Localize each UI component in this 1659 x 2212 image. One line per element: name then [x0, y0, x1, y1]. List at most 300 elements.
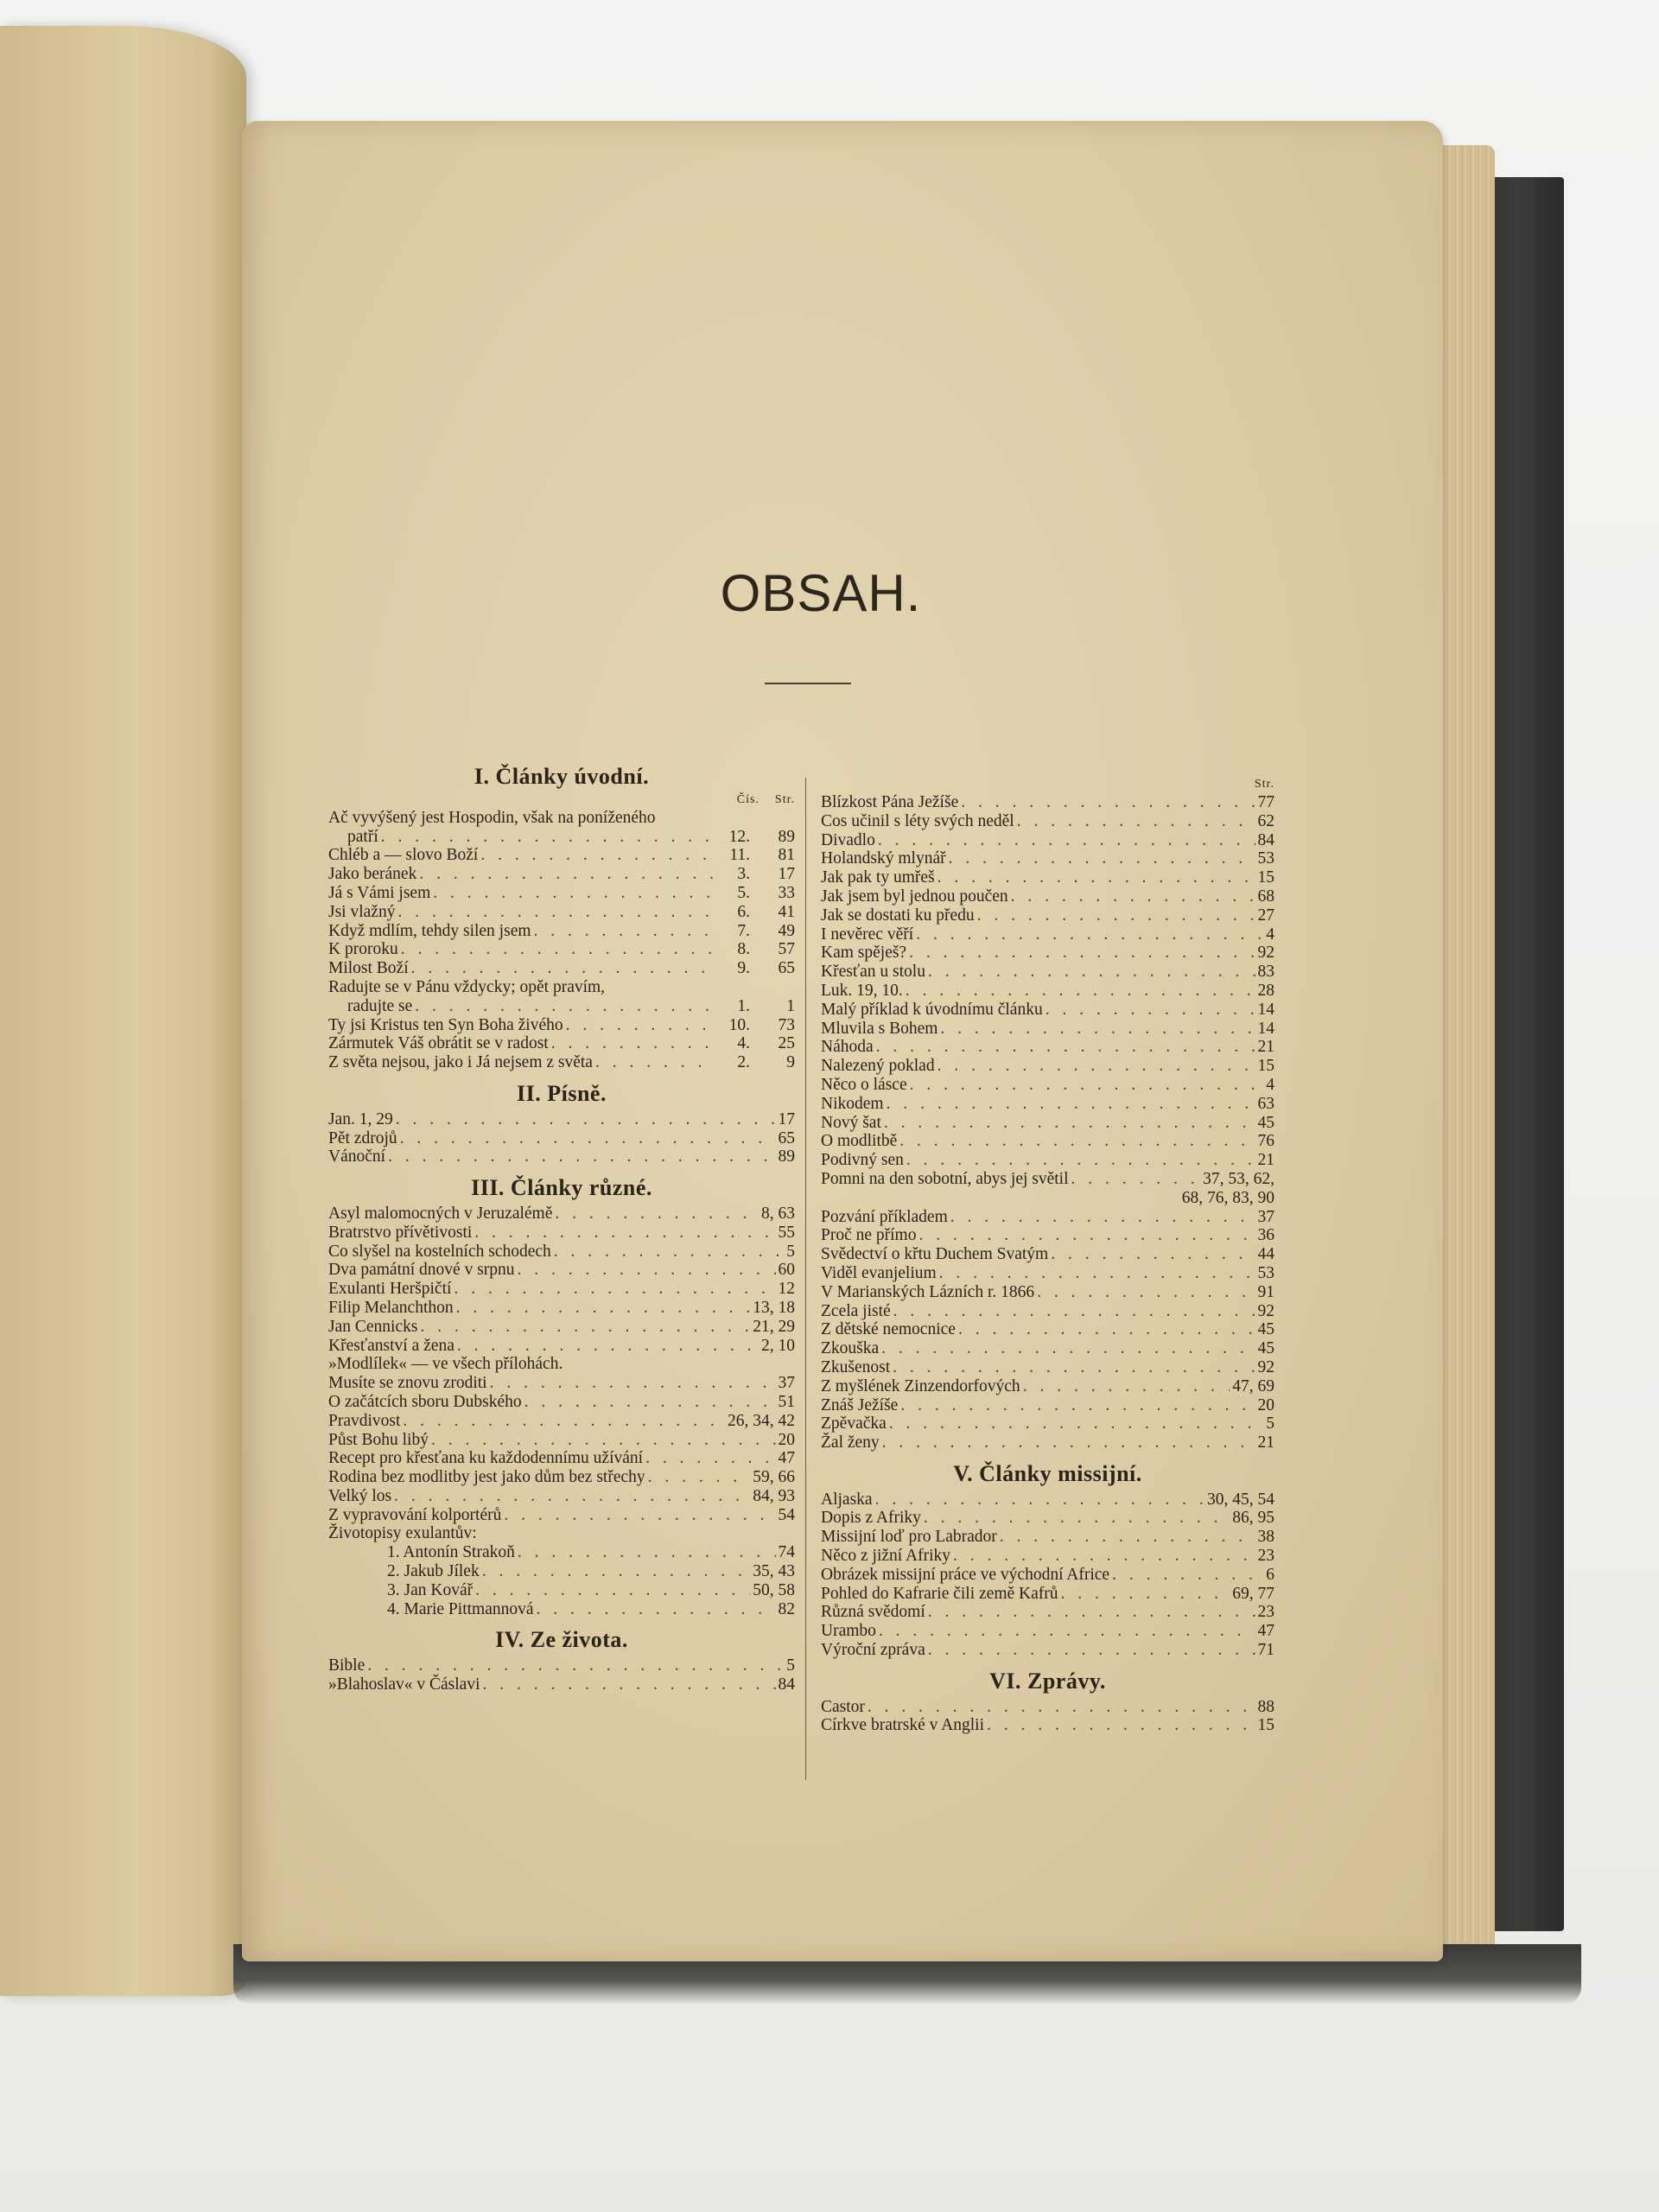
toc-entry-title: Jan. 1, 29 — [328, 1109, 393, 1128]
toc-leader-dots — [401, 940, 713, 959]
toc-entry-title: Holandský mlynář — [821, 849, 946, 868]
toc-entry-title: Pozvání příkladem — [821, 1207, 948, 1226]
toc-leader-dots — [1023, 1377, 1230, 1396]
toc-entry — [821, 1414, 1274, 1433]
toc-entry-page: 25 — [778, 1034, 795, 1053]
toc-entry-page: 5 — [786, 1242, 795, 1261]
toc-entry — [328, 1487, 795, 1506]
toc-entry-title: Ty jsi Kristus ten Syn Boha živého — [328, 1015, 563, 1034]
toc-leader-dots — [457, 1337, 759, 1356]
toc-entry-page: 73 — [778, 1015, 795, 1034]
toc-entry — [821, 1226, 1274, 1245]
column-headers — [328, 793, 795, 807]
toc-entry-page: 59, 66 — [753, 1468, 795, 1487]
toc-entry-page: 69, 77 — [1232, 1584, 1274, 1603]
toc-leader-dots — [906, 982, 1255, 1001]
toc-entry-page: 71 — [1257, 1641, 1274, 1660]
toc-entry — [821, 1170, 1274, 1189]
toc-entry-page: 20 — [778, 1430, 795, 1449]
toc-entry-page: 45 — [1257, 1113, 1274, 1132]
toc-entry — [328, 1129, 795, 1148]
column-headers — [821, 778, 1274, 791]
toc-entry-page: 21 — [1257, 1038, 1274, 1057]
toc-entry — [821, 1283, 1274, 1302]
toc-entry — [821, 1001, 1274, 1020]
toc-entry-page: 36 — [1257, 1226, 1274, 1245]
toc-entry — [328, 1299, 795, 1318]
toc-entry-page: 68 — [1257, 887, 1274, 906]
toc-entry-title: Půst Bohu libý — [328, 1430, 429, 1449]
toc-entry-title: Aljaska — [821, 1490, 873, 1509]
toc-leader-dots — [1017, 812, 1255, 831]
toc-entry-page: 89 — [778, 827, 795, 846]
toc-leader-dots — [411, 959, 713, 978]
toc-leader-dots — [938, 868, 1255, 887]
toc-entry-title: Životopisy exulantův: — [328, 1524, 477, 1543]
toc-entry-page: 47 — [778, 1449, 795, 1468]
toc-entry — [821, 1264, 1274, 1283]
toc-entry — [821, 1698, 1274, 1717]
toc-left-column — [328, 764, 795, 1694]
toc-entry-page: 65 — [778, 959, 795, 978]
toc-entry — [328, 846, 795, 865]
toc-entry-page: 35, 43 — [753, 1562, 795, 1581]
title-rule — [765, 683, 851, 684]
toc-entry-number: 10. — [728, 1015, 750, 1034]
toc-entry-page: 37 — [1257, 1207, 1274, 1226]
toc-leader-dots — [900, 1396, 1255, 1415]
toc-entry-number: 12. — [728, 827, 750, 846]
toc-entry — [328, 940, 795, 959]
toc-entry-page: 5 — [1266, 1414, 1274, 1433]
toc-leader-dots — [554, 1243, 784, 1262]
toc-leader-dots — [916, 925, 1263, 944]
toc-leader-dots — [909, 944, 1255, 963]
toc-entry-page: 37 — [778, 1374, 795, 1393]
toc-entry — [328, 1053, 795, 1072]
toc-entry-title: Exulanti Heršpičtí — [328, 1280, 452, 1299]
toc-entry-title: Pět zdrojů — [328, 1128, 397, 1147]
toc-leader-dots — [397, 903, 713, 922]
toc-entry-title: patří — [347, 827, 378, 846]
toc-entry — [821, 1603, 1274, 1622]
toc-entry-page: 41 — [778, 902, 795, 921]
toc-leader-dots — [928, 1603, 1255, 1622]
toc-entry-page: 20 — [1257, 1395, 1274, 1414]
toc-list — [821, 793, 1274, 1452]
toc-leader-dots — [1071, 1170, 1201, 1189]
toc-entry-title: Z dětské nemocnice — [821, 1320, 956, 1339]
toc-leader-dots — [910, 1076, 1264, 1095]
toc-entry — [821, 1622, 1274, 1641]
toc-entry — [821, 1528, 1274, 1547]
toc-leader-dots — [595, 1053, 713, 1072]
toc-entry-title: Viděl evanjelium — [821, 1263, 937, 1282]
toc-entry-page: 81 — [778, 846, 795, 865]
toc-leader-dots — [504, 1506, 775, 1525]
toc-entry — [328, 1562, 795, 1581]
toc-entry — [821, 1641, 1274, 1660]
toc-entry-title: Jak pak ty umřeš — [821, 868, 935, 887]
toc-entry — [328, 1261, 795, 1280]
toc-entry — [821, 1151, 1274, 1170]
toc-entry-page: 91 — [1257, 1282, 1274, 1301]
toc-leader-dots — [433, 884, 713, 903]
toc-entry-page: 82 — [778, 1599, 795, 1618]
toc-entry-page: 65 — [778, 1128, 795, 1147]
toc-entry — [328, 1110, 795, 1129]
toc-entry-page: 12 — [778, 1280, 795, 1299]
toc-entry-page: 30, 45, 54 — [1207, 1490, 1274, 1509]
toc-entry — [328, 922, 795, 941]
toc-entry-page: 13, 18 — [753, 1298, 795, 1317]
toc-entry-title: »Blahoslav« v Čáslavi — [328, 1675, 480, 1694]
toc-entry — [821, 1358, 1274, 1377]
toc-leader-dots — [475, 1581, 750, 1600]
toc-entry-title: Velký los — [328, 1486, 392, 1505]
toc-entry-page: 4 — [1266, 925, 1274, 944]
toc-entry-page: 21, 29 — [753, 1317, 795, 1336]
page-title: OBSAH. — [720, 564, 922, 622]
toc-entry-page: 77 — [1257, 793, 1274, 811]
toc-entry-title: Zkušenost — [821, 1357, 891, 1376]
toc-entry-page: 54 — [778, 1505, 795, 1524]
toc-entry-page: 89 — [778, 1147, 795, 1166]
toc-entry-title: »Modlílek« — ve všech přílohách. — [328, 1355, 563, 1374]
toc-entry — [328, 1374, 795, 1393]
toc-entry — [821, 868, 1274, 887]
toc-leader-dots — [524, 1393, 776, 1412]
toc-leader-dots — [1037, 1283, 1255, 1302]
toc-entry-title: Kam spěješ? — [821, 944, 907, 963]
toc-entry — [328, 884, 795, 903]
section-heading: I. Články úvodní. — [474, 764, 650, 789]
toc-list — [821, 1491, 1274, 1660]
toc-entry-title: Pohled do Kafrarie čili země Kafrů — [821, 1584, 1058, 1603]
toc-entry — [328, 1205, 795, 1224]
toc-entry — [821, 982, 1274, 1001]
toc-entry-title: Luk. 19, 10. — [821, 981, 903, 1000]
toc-leader-dots — [403, 1412, 725, 1431]
toc-entry — [821, 1208, 1274, 1227]
toc-leader-dots — [456, 1299, 751, 1318]
toc-entry-title: Nový šat — [821, 1113, 881, 1132]
toc-entry-page: 15 — [1257, 1716, 1274, 1735]
toc-leader-dots — [381, 828, 713, 847]
toc-leader-dots — [961, 793, 1255, 812]
toc-entry-title: V Marianských Lázních r. 1866 — [821, 1282, 1035, 1301]
toc-entry — [328, 1355, 795, 1374]
toc-entry — [821, 1320, 1274, 1339]
toc-leader-dots — [899, 1132, 1255, 1151]
toc-leader-dots — [1051, 1245, 1255, 1264]
toc-list — [328, 1656, 795, 1694]
toc-entry-title: Vánoční — [328, 1147, 386, 1166]
toc-leader-dots — [881, 1339, 1255, 1358]
toc-leader-dots — [482, 1562, 751, 1581]
toc-entry-page: 23 — [1257, 1547, 1274, 1566]
toc-entry-page: 92 — [1257, 1301, 1274, 1320]
toc-entry-title: Mluvila s Bohem — [821, 1019, 938, 1038]
toc-entry — [328, 1524, 795, 1543]
toc-leader-dots — [893, 1358, 1255, 1377]
toc-entry-title: Malý příklad k úvodnímu článku — [821, 1000, 1043, 1019]
toc-leader-dots — [918, 1226, 1255, 1245]
toc-entry — [328, 1318, 795, 1337]
toc-entry-title: Jako beránek — [328, 865, 417, 884]
toc-entry-title: Když mdlím, tehdy silen jsem — [328, 921, 531, 940]
toc-entry — [821, 1339, 1274, 1358]
toc-entry — [821, 1038, 1274, 1057]
toc-entry — [328, 1675, 795, 1694]
toc-entry-page: 76 — [1257, 1132, 1274, 1151]
toc-leader-dots — [884, 1114, 1255, 1133]
toc-entry-title: Jsi vlažný — [328, 902, 396, 921]
toc-entry — [821, 944, 1274, 963]
toc-entry — [328, 1543, 795, 1562]
toc-entry-title: Církve bratrské v Anglii — [821, 1716, 985, 1735]
toc-entry-title: O začátcích sboru Dubského — [328, 1392, 522, 1411]
toc-entry-title: Z vypravování kolportérů — [328, 1505, 502, 1524]
toc-entry-number: 8. — [737, 940, 750, 959]
toc-entry-title: Křesťan u stolu — [821, 963, 925, 982]
toc-entry-page: 9 — [786, 1053, 795, 1072]
toc-entry — [821, 1491, 1274, 1510]
toc-entry — [328, 1280, 795, 1299]
toc-entry — [328, 1431, 795, 1450]
toc-entry — [821, 793, 1274, 812]
toc-entry — [328, 1337, 795, 1356]
toc-entry — [328, 1243, 795, 1262]
toc-entry-title: Divadlo — [821, 830, 875, 849]
toc-entry-title: Dopis z Afriky — [821, 1509, 921, 1528]
toc-entry-title: Rodina bez modlitby jest jako dům bez střechy — [328, 1468, 645, 1487]
toc-leader-dots — [938, 1057, 1255, 1076]
toc-entry-page: 63 — [1257, 1094, 1274, 1113]
toc-entry-title: Proč ne přímo — [821, 1226, 917, 1245]
toc-leader-dots — [906, 1151, 1255, 1170]
toc-entry-page: 53 — [1257, 849, 1274, 868]
toc-entry-number: 6. — [737, 902, 750, 921]
toc-leader-dots — [953, 1547, 1255, 1566]
toc-entry-title: Missijní loď pro Labrador — [821, 1528, 997, 1547]
toc-leader-dots — [518, 1543, 776, 1562]
toc-entry-title: Svědectví o křtu Duchem Svatým — [821, 1245, 1049, 1264]
toc-entry-title: I nevěrec věří — [821, 925, 914, 944]
toc-leader-dots — [1061, 1585, 1230, 1604]
toc-entry — [821, 1396, 1274, 1415]
toc-entry-page: 27 — [1257, 906, 1274, 925]
toc-leader-dots — [889, 1414, 1263, 1433]
toc-list — [821, 1698, 1274, 1736]
toc-leader-dots — [977, 906, 1255, 925]
toc-leader-dots — [537, 1600, 776, 1619]
toc-leader-dots — [490, 1374, 776, 1393]
toc-entry-title: Castor — [821, 1697, 865, 1716]
toc-entry-page: 47 — [1257, 1622, 1274, 1641]
toc-entry-title: Chléb a — slovo Boží — [328, 846, 479, 865]
toc-entry-title: Náhoda — [821, 1038, 874, 1057]
toc-entry-title: Jan Cennicks — [328, 1317, 418, 1336]
toc-entry — [328, 903, 795, 922]
toc-entry-page: 37, 53, 62, — [1203, 1169, 1274, 1188]
toc-entry — [821, 1302, 1274, 1321]
toc-leader-dots — [1000, 1528, 1255, 1547]
toc-entry — [328, 1412, 795, 1431]
toc-entry — [821, 906, 1274, 925]
toc-entry-number: 9. — [737, 959, 750, 978]
toc-entry-title: Křesťanství a žena — [328, 1336, 454, 1355]
toc-leader-dots — [876, 1038, 1255, 1057]
toc-entry-title: Z světa nejsou, jako i Já nejsem z světa — [328, 1053, 593, 1072]
toc-entry-title: Filip Melanchthon — [328, 1298, 454, 1317]
toc-entry-page: 83 — [1257, 963, 1274, 982]
toc-entry-title: 1. Antonín Strakoň — [387, 1543, 515, 1562]
toc-entry — [328, 1600, 795, 1619]
section-heading: V. Články missijní. — [953, 1460, 1142, 1486]
toc-entry-title: Dva památní dnové v srpnu — [328, 1261, 515, 1280]
toc-entry — [821, 1057, 1274, 1076]
toc-entry — [328, 1656, 795, 1675]
toc-leader-dots — [878, 831, 1255, 850]
toc-entry — [821, 1095, 1274, 1114]
toc-leader-dots — [534, 922, 713, 941]
toc-entry-title: Asyl malomocných v Jeruzalémě — [328, 1204, 553, 1223]
toc-entry — [821, 1566, 1274, 1585]
toc-leader-dots — [367, 1656, 784, 1675]
toc-entry-title: Zkouška — [821, 1339, 880, 1358]
toc-leader-dots — [950, 1208, 1255, 1227]
toc-entry — [821, 1377, 1274, 1396]
toc-entry — [821, 925, 1274, 944]
toc-entry-number: 7. — [737, 921, 750, 940]
col-str-label: Str. — [1254, 778, 1274, 791]
toc-entry-title: Z myšlének Zinzendorfových — [821, 1376, 1020, 1395]
toc-entry-title: Recept pro křesťana ku každodennímu užívání — [328, 1449, 644, 1468]
toc-entry — [821, 1509, 1274, 1528]
toc-entry-page: 50, 58 — [753, 1580, 795, 1599]
toc-entry-title: Zcela jisté — [821, 1301, 891, 1320]
toc-entry-number: 11. — [729, 846, 750, 865]
left-page — [0, 26, 246, 1996]
toc-leader-dots — [482, 1675, 775, 1694]
toc-leader-dots — [518, 1261, 776, 1280]
toc-entry-title: Co slyšel na kostelních schodech — [328, 1242, 551, 1261]
toc-leader-dots — [431, 1431, 776, 1450]
toc-entry — [328, 1224, 795, 1243]
toc-entry-page: 21 — [1257, 1433, 1274, 1452]
toc-entry-title: Milost Boží — [328, 959, 409, 978]
toc-leader-dots — [396, 1110, 776, 1129]
toc-entry-title: Podivný sen — [821, 1151, 904, 1170]
toc-list — [328, 1110, 795, 1166]
toc-entry-title: Já s Vámi jsem — [328, 883, 431, 902]
toc-entry-page: 6 — [1266, 1565, 1274, 1584]
toc-leader-dots — [551, 1034, 713, 1053]
toc-entry-title: Jak jsem byl jednou poučen — [821, 887, 1008, 906]
toc-entry-page: 15 — [1257, 1057, 1274, 1076]
toc-leader-dots — [480, 846, 713, 865]
column-divider — [805, 778, 806, 1780]
toc-entry-title: Obrázek missijní práce ve východní Africe — [821, 1565, 1110, 1584]
toc-leader-dots — [868, 1698, 1255, 1717]
toc-entry-title: K proroku — [328, 940, 398, 959]
toc-leader-dots — [454, 1280, 775, 1299]
toc-entry-page: 44 — [1257, 1245, 1274, 1264]
col-cis-label: Čís. — [736, 792, 760, 806]
toc-entry-page: 28 — [1257, 981, 1274, 1000]
toc-entry — [328, 959, 795, 978]
toc-leader-dots — [987, 1716, 1255, 1735]
toc-entry-page: 62 — [1257, 811, 1274, 830]
toc-entry — [328, 1468, 795, 1487]
toc-entry-title: Musíte se znovu zroditi — [328, 1374, 487, 1393]
toc-leader-dots — [887, 1095, 1255, 1114]
toc-leader-dots — [893, 1302, 1255, 1321]
toc-entry-title: 4. Marie Pittmannová — [387, 1599, 534, 1618]
toc-entry-page: 2, 10 — [761, 1336, 795, 1355]
toc-leader-dots — [939, 1264, 1255, 1283]
toc-leader-dots — [388, 1147, 775, 1166]
toc-entry-page: 88 — [1257, 1697, 1274, 1716]
toc-entry-title: Něco z jižní Afriky — [821, 1547, 950, 1566]
toc-entry — [328, 1581, 795, 1600]
toc-entry — [328, 1016, 795, 1035]
toc-entry-page: 92 — [1257, 1357, 1274, 1376]
toc-entry-title: Bible — [328, 1656, 365, 1675]
toc-entry-title: Žal ženy — [821, 1433, 880, 1452]
toc-entry — [821, 1020, 1274, 1039]
toc-entry-title: Zármutek Váš obrátit se v radost — [328, 1034, 549, 1053]
toc-leader-dots — [879, 1622, 1255, 1641]
toc-leader-dots — [474, 1224, 775, 1243]
toc-entry-page: 23 — [1257, 1603, 1274, 1622]
toc-entry — [328, 1147, 795, 1166]
toc-leader-dots — [419, 865, 713, 884]
toc-entry — [821, 849, 1274, 868]
toc-entry-title-line: Ač vyvýšený jest Hospodin, však na poníženého — [328, 808, 656, 827]
toc-entry — [821, 963, 1274, 982]
toc-entry-title: 2. Jakub Jílek — [387, 1562, 480, 1581]
section-heading: II. Písně. — [517, 1080, 607, 1106]
toc-entry-page: 38 — [1257, 1528, 1274, 1547]
toc-leader-dots — [958, 1320, 1255, 1339]
toc-entry-number: 3. — [737, 865, 750, 884]
toc-entry-page-continued: 68, 76, 83, 90 — [1181, 1188, 1274, 1207]
toc-entry-page: 17 — [778, 865, 795, 884]
toc-entry-title: Cos učinil s léty svých neděl — [821, 811, 1014, 830]
toc-leader-dots — [940, 1020, 1255, 1039]
toc-entry-title: Něco o lásce — [821, 1075, 907, 1094]
toc-entry-page: 74 — [778, 1543, 795, 1562]
toc-entry-page: 47, 69 — [1232, 1376, 1274, 1395]
toc-entry-number: 4. — [737, 1034, 750, 1053]
toc-leader-dots — [1112, 1566, 1263, 1585]
toc-entry-page: 8, 63 — [761, 1204, 795, 1223]
toc-entry — [821, 1547, 1274, 1566]
toc-entry-page: 15 — [1257, 868, 1274, 887]
toc-entry — [821, 1716, 1274, 1735]
toc-entry — [328, 1034, 795, 1053]
toc-entry-title: Znáš Ježíše — [821, 1395, 899, 1414]
toc-leader-dots — [648, 1468, 751, 1487]
toc-entry-number: 1. — [737, 996, 750, 1015]
toc-leader-dots — [1011, 887, 1255, 906]
toc-entry-page: 17 — [778, 1109, 795, 1128]
toc-leader-dots — [555, 1205, 759, 1224]
toc-leader-dots — [949, 849, 1255, 868]
toc-entry-number: 5. — [737, 883, 750, 902]
